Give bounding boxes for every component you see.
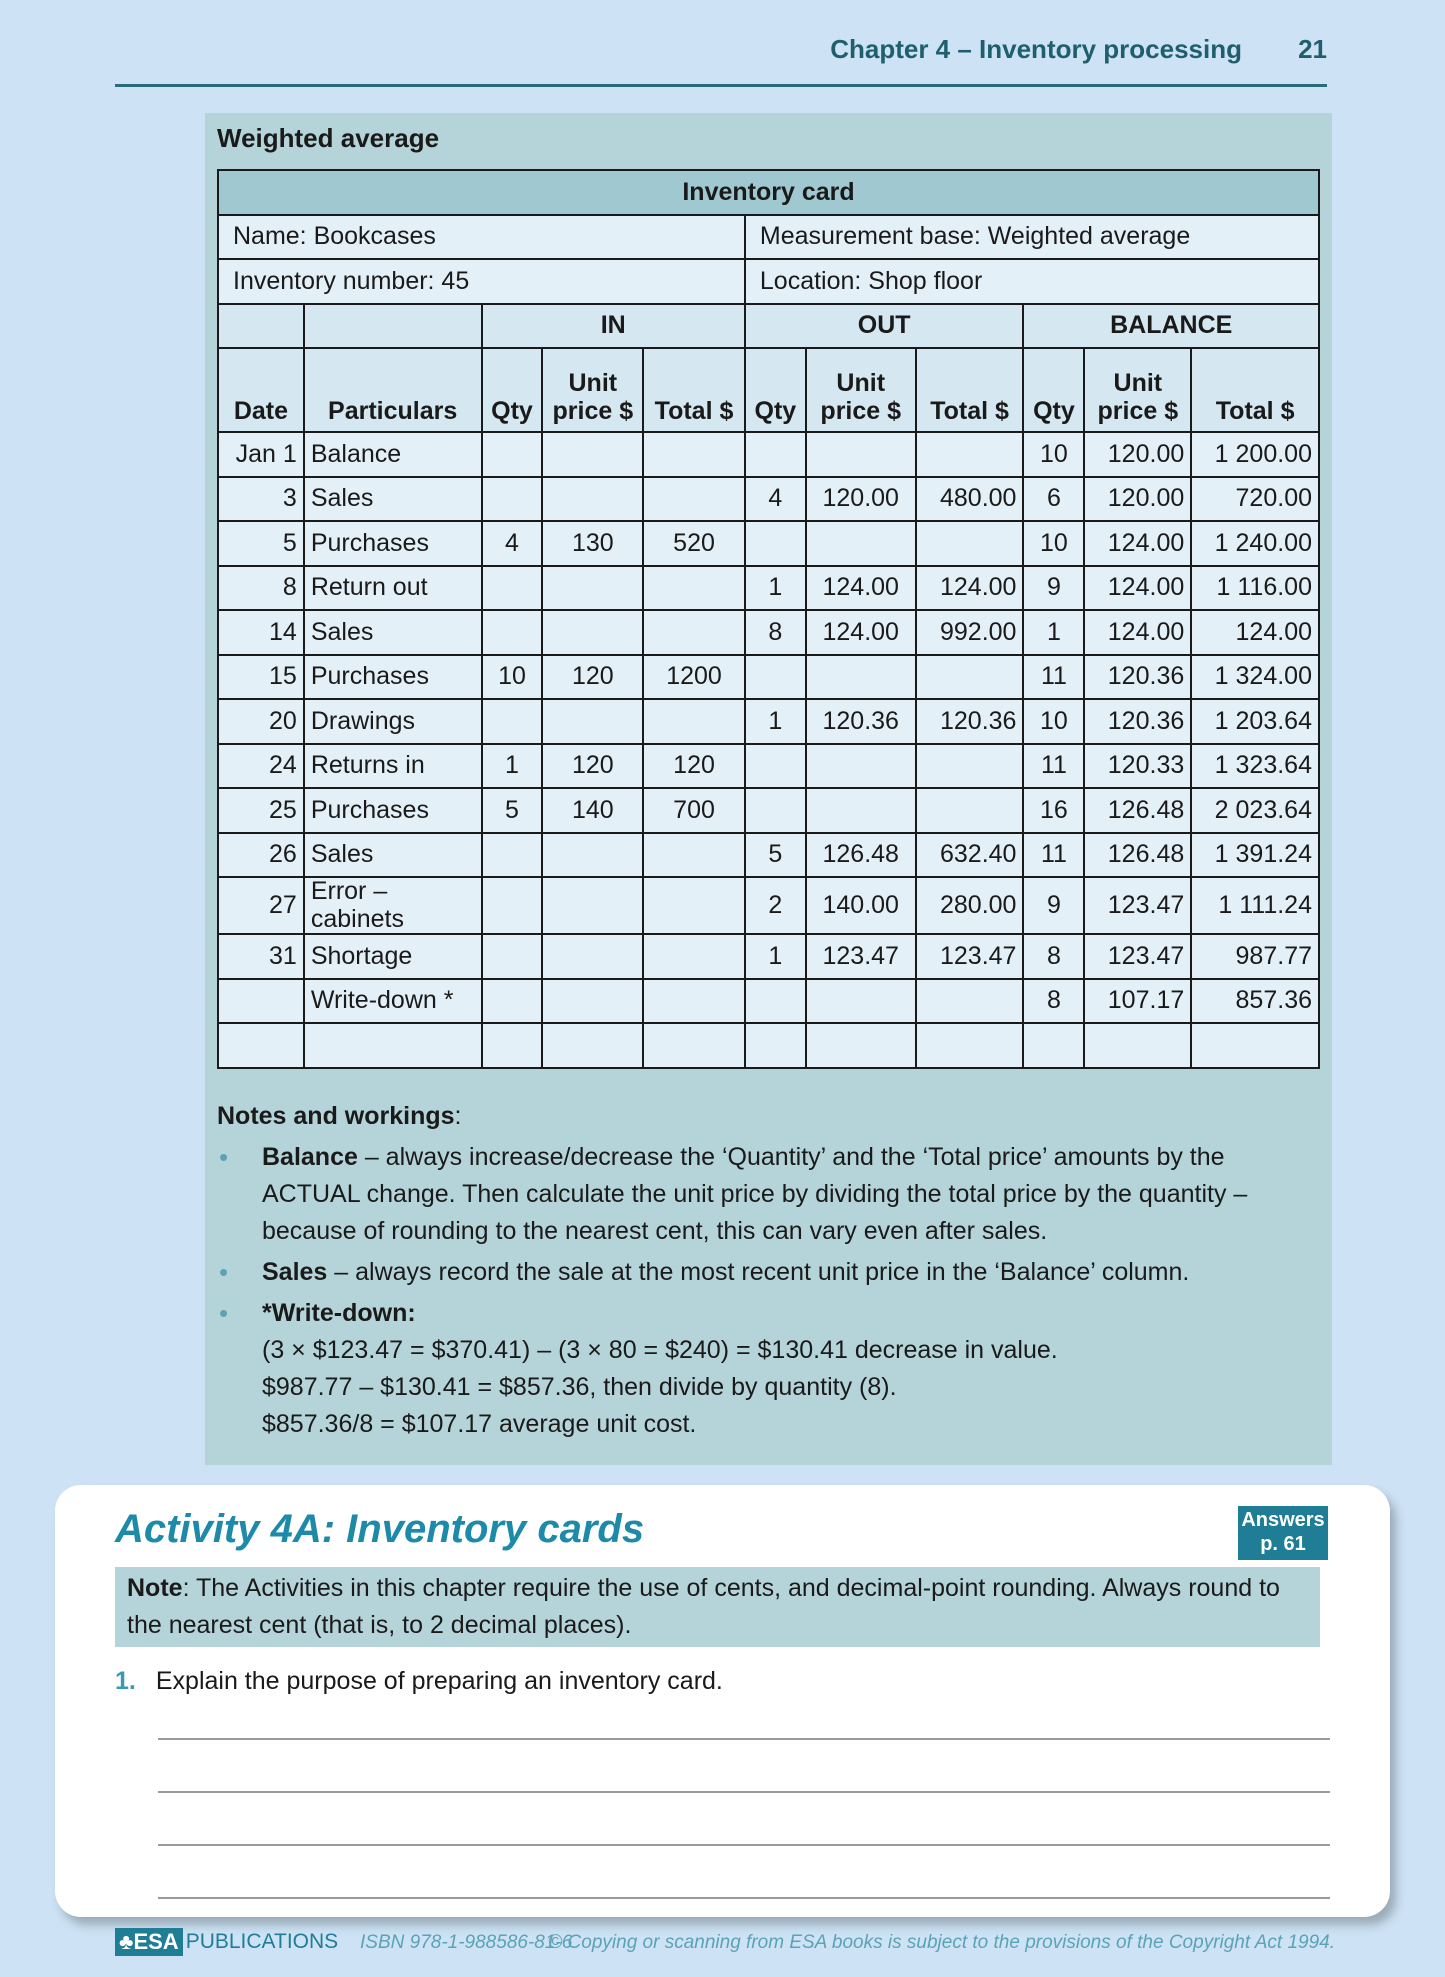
column-header: Date bbox=[218, 348, 304, 432]
column-header bbox=[806, 348, 916, 432]
cell-in-qty bbox=[482, 699, 543, 744]
esa-logo bbox=[115, 1928, 338, 1956]
cell-out-unit: 123.47 bbox=[806, 934, 916, 979]
cell-bal-unit: 126.48 bbox=[1084, 833, 1191, 878]
cell-bal-total: 1 111.24 bbox=[1191, 877, 1319, 934]
cell-date bbox=[218, 979, 304, 1024]
cell-in-qty bbox=[482, 566, 543, 611]
cell-out-qty: 5 bbox=[745, 833, 806, 878]
answer-line[interactable] bbox=[158, 1738, 1330, 1740]
cell-out-unit bbox=[806, 1023, 916, 1068]
table-row bbox=[218, 477, 1319, 522]
formula-line: $987.77 – $130.41 = $857.36, then divide by quantity (8). bbox=[262, 1373, 897, 1401]
cell-bal-qty: 10 bbox=[1023, 699, 1084, 744]
cell-out-total: 632.40 bbox=[916, 833, 1024, 878]
cell-in-qty bbox=[482, 610, 543, 655]
empty-header-cell bbox=[304, 304, 482, 349]
cell-out-total: 120.36 bbox=[916, 699, 1024, 744]
cell-date: 27 bbox=[218, 877, 304, 934]
weighted-average-box bbox=[205, 113, 1332, 1465]
cell-bal-total: 987.77 bbox=[1191, 934, 1319, 979]
cell-out-qty bbox=[745, 979, 806, 1024]
cell-bal-qty: 8 bbox=[1023, 979, 1084, 1024]
cell-bal-total: 1 240.00 bbox=[1191, 521, 1319, 566]
cell-date: 20 bbox=[218, 699, 304, 744]
box-title: Weighted average bbox=[217, 123, 440, 153]
cell-bal-total: 1 323.64 bbox=[1191, 744, 1319, 789]
cell-in-unit: 120 bbox=[542, 655, 643, 700]
cell-in-total bbox=[643, 432, 745, 477]
cell-out-unit bbox=[806, 744, 916, 789]
isbn: ISBN 978-1-988586-81-6 bbox=[360, 1932, 573, 1953]
cell-bal-qty: 10 bbox=[1023, 521, 1084, 566]
activity-panel bbox=[55, 1485, 1390, 1917]
note-term: Sales bbox=[262, 1258, 328, 1286]
cell-bal-unit: 124.00 bbox=[1084, 521, 1191, 566]
table-row bbox=[218, 788, 1319, 833]
tree-icon: ♣ bbox=[119, 1929, 134, 1954]
cell-out-unit: 124.00 bbox=[806, 610, 916, 655]
cell-out-unit: 126.48 bbox=[806, 833, 916, 878]
table-row bbox=[218, 610, 1319, 655]
cell-out-qty bbox=[745, 788, 806, 833]
question-1 bbox=[115, 1667, 723, 1696]
cell-out-qty bbox=[745, 655, 806, 700]
cell-in-qty bbox=[482, 979, 543, 1024]
header-line: price $ bbox=[1097, 396, 1179, 425]
cell-out-total bbox=[916, 655, 1024, 700]
cell-in-qty: 10 bbox=[482, 655, 543, 700]
notes-list bbox=[217, 1139, 1317, 1443]
table-row bbox=[218, 699, 1319, 744]
column-header: Total $ bbox=[643, 348, 745, 432]
notes-heading: Notes and workings bbox=[217, 1102, 455, 1130]
cell-particulars bbox=[304, 1023, 482, 1068]
header-line: Unit bbox=[836, 369, 886, 397]
note-item bbox=[217, 1254, 1317, 1291]
cell-bal-unit bbox=[1084, 1023, 1191, 1068]
cell-out-qty: 4 bbox=[745, 477, 806, 522]
cell-date: 3 bbox=[218, 477, 304, 522]
answers-badge[interactable] bbox=[1238, 1506, 1328, 1560]
cell-out-total bbox=[916, 788, 1024, 833]
table-row bbox=[218, 979, 1319, 1024]
cell-in-qty: 1 bbox=[482, 744, 543, 789]
cell-out-total: 123.47 bbox=[916, 934, 1024, 979]
table-row bbox=[218, 432, 1319, 477]
card-title: Inventory card bbox=[218, 170, 1319, 215]
question-text: Explain the purpose of preparing an inventory card. bbox=[155, 1667, 723, 1695]
cell-bal-qty: 9 bbox=[1023, 877, 1084, 934]
table-row bbox=[218, 877, 1319, 934]
page-number: 21 bbox=[1298, 34, 1327, 64]
cell-bal-qty: 10 bbox=[1023, 432, 1084, 477]
cell-out-qty bbox=[745, 432, 806, 477]
empty-header-cell bbox=[218, 304, 304, 349]
cell-out-unit bbox=[806, 521, 916, 566]
cell-in-qty bbox=[482, 1023, 543, 1068]
cell-in-unit bbox=[542, 610, 643, 655]
cell-out-unit: 120.36 bbox=[806, 699, 916, 744]
cell-bal-unit: 120.36 bbox=[1084, 655, 1191, 700]
cell-bal-total: 1 391.24 bbox=[1191, 833, 1319, 878]
cell-bal-unit: 124.00 bbox=[1084, 566, 1191, 611]
table-row bbox=[218, 1023, 1319, 1068]
cell-in-total bbox=[643, 833, 745, 878]
cell-in-unit bbox=[542, 934, 643, 979]
cell-bal-qty: 6 bbox=[1023, 477, 1084, 522]
cell-in-total bbox=[643, 566, 745, 611]
cell-particulars: Sales bbox=[304, 477, 482, 522]
cell-out-qty: 1 bbox=[745, 934, 806, 979]
answers-label: Answers bbox=[1241, 1509, 1325, 1531]
cell-date: 14 bbox=[218, 610, 304, 655]
header-line: price $ bbox=[820, 396, 902, 425]
cell-in-total bbox=[643, 699, 745, 744]
cell-particulars: Sales bbox=[304, 610, 482, 655]
cell-bal-qty: 11 bbox=[1023, 833, 1084, 878]
cell-bal-unit: 123.47 bbox=[1084, 877, 1191, 934]
cell-bal-total: 1 324.00 bbox=[1191, 655, 1319, 700]
card-inventory-number: Inventory number: 45 bbox=[218, 259, 745, 304]
cell-bal-total: 1 116.00 bbox=[1191, 566, 1319, 611]
cell-out-unit: 124.00 bbox=[806, 566, 916, 611]
section-balance: BALANCE bbox=[1023, 304, 1319, 349]
chapter-title: Chapter 4 – Inventory processing bbox=[830, 34, 1242, 64]
note-label: Note bbox=[127, 1574, 183, 1602]
copyright-notice: © Copying or scanning from ESA books is subject to the provisions of the Copyright Act 1994. bbox=[548, 1932, 1335, 1953]
cell-date: 24 bbox=[218, 744, 304, 789]
activity-title: Activity 4A: Inventory cards bbox=[115, 1507, 645, 1551]
cell-in-unit bbox=[542, 477, 643, 522]
cell-particulars: Purchases bbox=[304, 521, 482, 566]
cell-date: 25 bbox=[218, 788, 304, 833]
cell-particulars: Return out bbox=[304, 566, 482, 611]
note-body: : The Activities in this chapter require the use of cents, and decimal-point rounding. Always round to the nearest cent (that is, to 2 decimal places). bbox=[127, 1574, 1280, 1639]
cell-particulars: Shortage bbox=[304, 934, 482, 979]
cell-out-unit bbox=[806, 655, 916, 700]
cell-out-total: 280.00 bbox=[916, 877, 1024, 934]
cell-bal-total: 1 203.64 bbox=[1191, 699, 1319, 744]
cell-date: Jan 1 bbox=[218, 432, 304, 477]
cell-in-unit bbox=[542, 833, 643, 878]
cell-particulars: Write-down * bbox=[304, 979, 482, 1024]
cell-bal-unit: 120.00 bbox=[1084, 477, 1191, 522]
cell-in-total bbox=[643, 610, 745, 655]
formula-line: (3 × $123.47 = $370.41) – (3 × 80 = $240) = $130.41 decrease in value. bbox=[262, 1336, 1058, 1364]
cell-out-total bbox=[916, 432, 1024, 477]
cell-out-unit bbox=[806, 788, 916, 833]
cell-date: 26 bbox=[218, 833, 304, 878]
cell-in-total bbox=[643, 477, 745, 522]
cell-in-total bbox=[643, 934, 745, 979]
cell-in-qty bbox=[482, 833, 543, 878]
bullet-icon: • bbox=[219, 1257, 229, 1287]
cell-out-qty: 1 bbox=[745, 699, 806, 744]
table-row bbox=[218, 521, 1319, 566]
inventory-card-table bbox=[217, 169, 1320, 1069]
cell-out-total bbox=[916, 744, 1024, 789]
section-in: IN bbox=[482, 304, 745, 349]
cell-in-unit bbox=[542, 566, 643, 611]
cell-bal-total bbox=[1191, 1023, 1319, 1068]
cell-in-unit bbox=[542, 877, 643, 934]
cell-particulars: Purchases bbox=[304, 788, 482, 833]
cell-bal-unit: 126.48 bbox=[1084, 788, 1191, 833]
cell-in-unit: 120 bbox=[542, 744, 643, 789]
column-header: Particulars bbox=[304, 348, 482, 432]
cell-bal-total: 1 200.00 bbox=[1191, 432, 1319, 477]
cell-in-qty: 4 bbox=[482, 521, 543, 566]
bullet-icon: • bbox=[219, 1142, 229, 1172]
cell-in-qty bbox=[482, 877, 543, 934]
cell-out-unit bbox=[806, 432, 916, 477]
note-term: *Write-down: bbox=[262, 1299, 416, 1327]
cell-out-total: 992.00 bbox=[916, 610, 1024, 655]
cell-particulars: Returns in bbox=[304, 744, 482, 789]
table-row bbox=[218, 934, 1319, 979]
column-header: Qty bbox=[1023, 348, 1084, 432]
cell-date: 15 bbox=[218, 655, 304, 700]
card-location: Location: Shop floor bbox=[745, 259, 1319, 304]
card-name: Name: Bookcases bbox=[218, 215, 745, 260]
cell-particulars: Drawings bbox=[304, 699, 482, 744]
table-row bbox=[218, 744, 1319, 789]
esa-logo-mark bbox=[115, 1928, 183, 1956]
cell-bal-unit: 107.17 bbox=[1084, 979, 1191, 1024]
cell-particulars: Sales bbox=[304, 833, 482, 878]
column-header: Qty bbox=[482, 348, 543, 432]
cell-bal-unit: 123.47 bbox=[1084, 934, 1191, 979]
cell-out-total bbox=[916, 979, 1024, 1024]
cell-out-unit: 120.00 bbox=[806, 477, 916, 522]
cell-date: 5 bbox=[218, 521, 304, 566]
cell-bal-total: 2 023.64 bbox=[1191, 788, 1319, 833]
table-row bbox=[218, 655, 1319, 700]
cell-out-qty bbox=[745, 1023, 806, 1068]
cell-bal-total: 124.00 bbox=[1191, 610, 1319, 655]
column-header: Total $ bbox=[1191, 348, 1319, 432]
header-line: Unit bbox=[568, 369, 618, 397]
cell-particulars: Balance bbox=[304, 432, 482, 477]
section-out: OUT bbox=[745, 304, 1024, 349]
cell-in-qty: 5 bbox=[482, 788, 543, 833]
cell-bal-qty: 11 bbox=[1023, 744, 1084, 789]
cell-bal-qty: 16 bbox=[1023, 788, 1084, 833]
bullet-icon: • bbox=[219, 1298, 229, 1328]
note-text: – always increase/decrease the ‘Quantity’ and the ‘Total price’ amounts by the ACTUAL change. Then calculate the unit price by dividing the total price by the quantity – because of rounding to the nearest cent, this can vary even after sales. bbox=[262, 1143, 1248, 1245]
question-number: 1. bbox=[115, 1667, 136, 1695]
cell-bal-unit: 120.00 bbox=[1084, 432, 1191, 477]
cell-date: 31 bbox=[218, 934, 304, 979]
cell-in-total: 1200 bbox=[643, 655, 745, 700]
cell-out-total bbox=[916, 521, 1024, 566]
cell-bal-qty: 9 bbox=[1023, 566, 1084, 611]
cell-out-qty: 2 bbox=[745, 877, 806, 934]
cell-bal-qty bbox=[1023, 1023, 1084, 1068]
cell-particulars: Error – cabinets bbox=[304, 877, 482, 934]
header-line: Unit bbox=[1113, 369, 1163, 397]
note-item bbox=[217, 1139, 1317, 1250]
cell-in-total: 520 bbox=[643, 521, 745, 566]
cell-in-qty bbox=[482, 934, 543, 979]
cell-in-total: 120 bbox=[643, 744, 745, 789]
cell-in-total bbox=[643, 979, 745, 1024]
cell-out-qty bbox=[745, 744, 806, 789]
cell-in-total bbox=[643, 877, 745, 934]
logo-publications: PUBLICATIONS bbox=[185, 1930, 339, 1953]
cell-bal-unit: 124.00 bbox=[1084, 610, 1191, 655]
cell-in-qty bbox=[482, 432, 543, 477]
answer-line[interactable] bbox=[158, 1791, 1330, 1793]
cell-out-qty bbox=[745, 521, 806, 566]
column-header: Qty bbox=[745, 348, 806, 432]
cell-bal-qty: 11 bbox=[1023, 655, 1084, 700]
cell-bal-unit: 120.33 bbox=[1084, 744, 1191, 789]
cell-out-qty: 8 bbox=[745, 610, 806, 655]
notes-colon: : bbox=[454, 1102, 462, 1130]
cell-bal-total: 857.36 bbox=[1191, 979, 1319, 1024]
cell-out-qty: 1 bbox=[745, 566, 806, 611]
formula-line: $857.36/8 = $107.17 average unit cost. bbox=[262, 1410, 697, 1438]
cell-out-total bbox=[916, 1023, 1024, 1068]
answer-line[interactable] bbox=[158, 1844, 1330, 1846]
cell-in-unit: 140 bbox=[542, 788, 643, 833]
notes-and-workings bbox=[217, 1098, 1317, 1447]
cell-date: 8 bbox=[218, 566, 304, 611]
cell-bal-qty: 1 bbox=[1023, 610, 1084, 655]
answer-line[interactable] bbox=[158, 1897, 1330, 1899]
cell-out-unit bbox=[806, 979, 916, 1024]
cell-in-unit bbox=[542, 979, 643, 1024]
cell-in-unit bbox=[542, 432, 643, 477]
column-header bbox=[1084, 348, 1191, 432]
cell-in-total: 700 bbox=[643, 788, 745, 833]
page-footer bbox=[115, 1928, 1335, 1958]
card-measurement-base: Measurement base: Weighted average bbox=[745, 215, 1319, 260]
table-row bbox=[218, 833, 1319, 878]
cell-in-unit bbox=[542, 1023, 643, 1068]
cell-particulars: Purchases bbox=[304, 655, 482, 700]
table-row bbox=[218, 566, 1319, 611]
column-header: Total $ bbox=[916, 348, 1024, 432]
cell-in-qty bbox=[482, 477, 543, 522]
cell-bal-total: 720.00 bbox=[1191, 477, 1319, 522]
note-term: Balance bbox=[262, 1143, 358, 1171]
cell-bal-unit: 120.36 bbox=[1084, 699, 1191, 744]
cell-bal-qty: 8 bbox=[1023, 934, 1084, 979]
cell-in-total bbox=[643, 1023, 745, 1068]
cell-in-unit: 130 bbox=[542, 521, 643, 566]
logo-text: ESA bbox=[133, 1929, 179, 1954]
cell-in-unit bbox=[542, 699, 643, 744]
activity-note bbox=[115, 1567, 1320, 1647]
note-text: – always record the sale at the most recent unit price in the ‘Balance’ column. bbox=[327, 1258, 1190, 1286]
cell-out-total: 480.00 bbox=[916, 477, 1024, 522]
answers-page: p. 61 bbox=[1260, 1533, 1306, 1555]
note-item bbox=[217, 1295, 1317, 1443]
page-header bbox=[115, 30, 1327, 87]
header-line: price $ bbox=[552, 396, 634, 425]
cell-out-total: 124.00 bbox=[916, 566, 1024, 611]
column-header bbox=[542, 348, 643, 432]
cell-out-unit: 140.00 bbox=[806, 877, 916, 934]
cell-date bbox=[218, 1023, 304, 1068]
